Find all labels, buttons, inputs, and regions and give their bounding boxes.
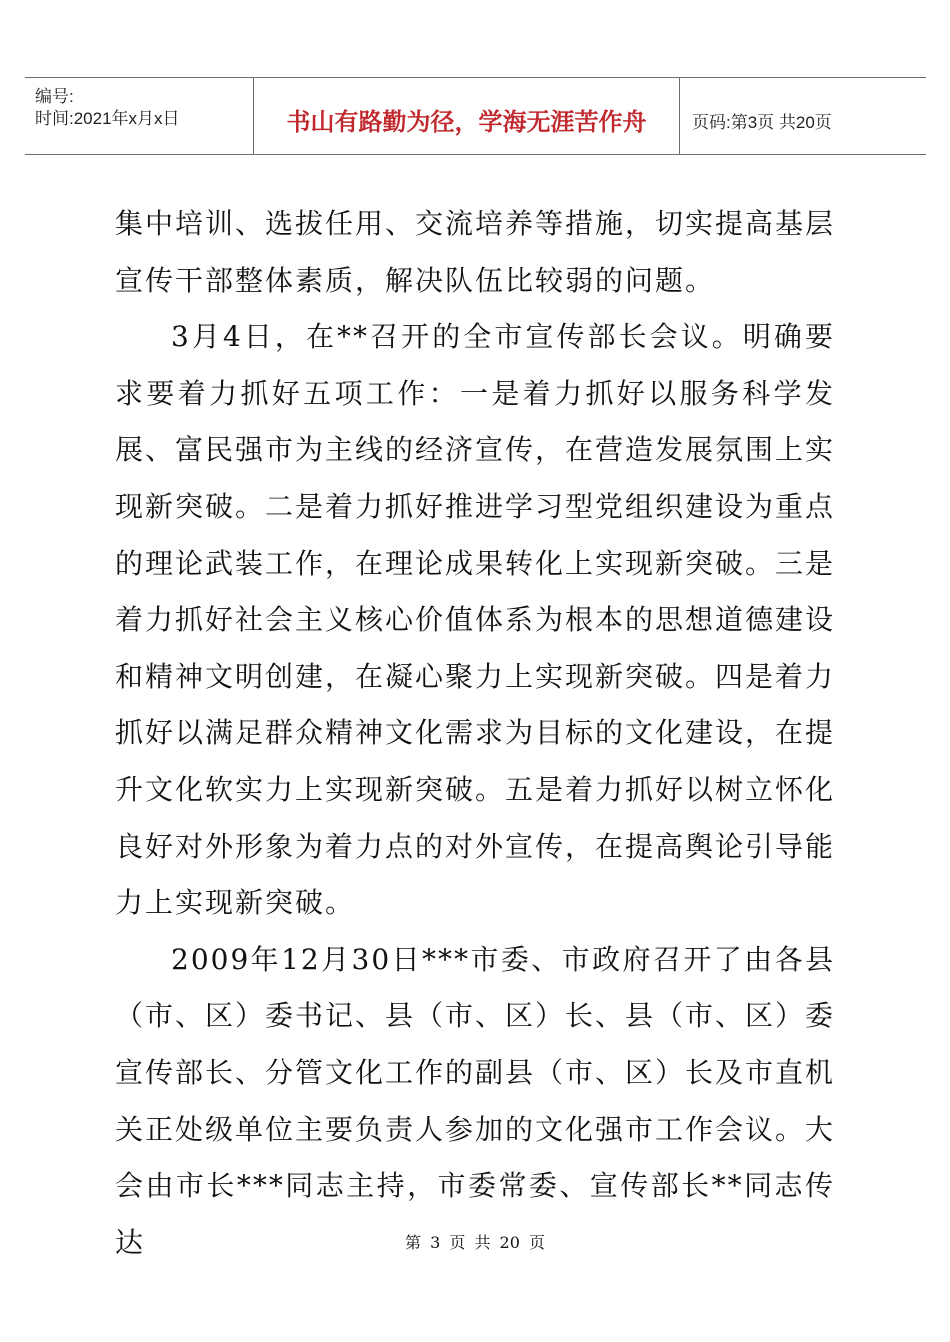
time-label: 时间:2021年x月x日 (35, 109, 180, 128)
paragraph-meeting-december: 2009年12月30日***市委、市政府召开了由各县（市、区）委书记、县（市、区）长、县（市、区）委宣传部长、分管文化工作的副县（市、区）长及市直机关正处级单位主要负责人参加的文化强市工作会议。大会由市长***同志主持，市委常委、宣传部长**同志传达 (115, 942, 836, 1259)
page-footer: 第 3 页 共 20 页 (405, 1233, 545, 1252)
header-motto: 书山有路勤为径，学海无涯苦作舟 (286, 107, 647, 136)
paragraph-continued: 集中培训、选拔任用、交流培养等措施，切实提高基层宣传干部整体素质，解决队伍比较弱的问题。 (115, 207, 836, 297)
serial-number-label: 编号: (35, 87, 74, 106)
header-motto-cell (254, 78, 680, 154)
header-page-cell (680, 78, 926, 154)
page-header (25, 77, 926, 155)
document-body (115, 196, 835, 1271)
header-info-cell (25, 78, 254, 154)
paragraph-meeting-march: 3月4日，在**召开的全市宣传部长会议。明确要求要着力抓好五项工作：一是着力抓好以服务科学发展、富民强市为主线的经济宣传，在营造发展氛围上实现新突破。二是着力抓好推进学习型党组织建设为重点的理论武装工作，在理论成果转化上实现新突破。三是着力抓好社会主义核心价值体系为根本的思想道德建设和精神文明创建，在凝心聚力上实现新突破。四是着力抓好以满足群众精神文化需求为目标的文化建设，在提升文化软实力上实现新突破。五是着力抓好以树立怀化良好对外形象为着力点的对外宣传，在提高舆论引导能力上实现新突破。 (115, 320, 836, 920)
header-page-code: 页码:第3页 共20页 (692, 113, 832, 132)
